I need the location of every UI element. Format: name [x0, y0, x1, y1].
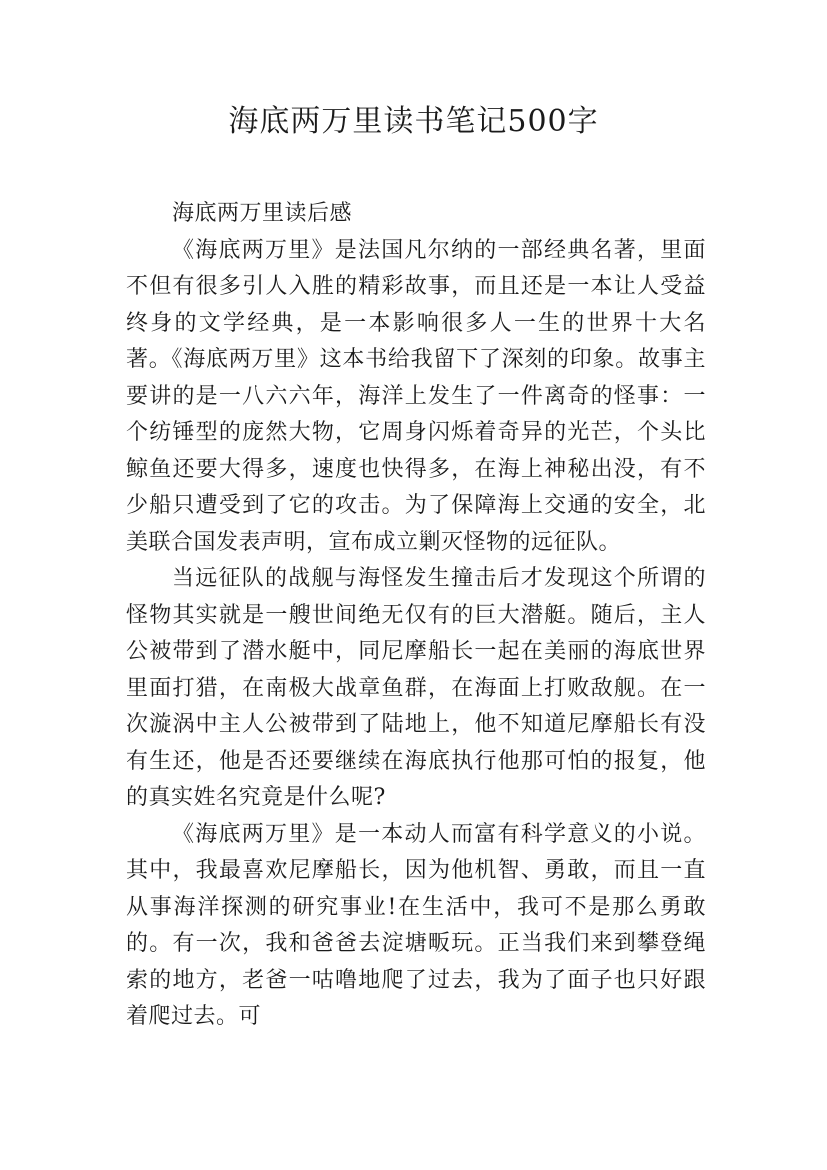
document-title: 海底两万里读书笔记500字 [228, 104, 599, 139]
paragraph-3: 《海底两万里》是一本动人而富有科学意义的小说。其中，我最喜欢尼摩船长，因为他机智、勇敢，而且一直从事海洋探测的研究事业!在生活中，我可不是那么勇敢的。有一次，我和爸爸去淀塘畈玩。正当我们来到攀登绳索的地方，老爸一咕噜地爬了过去，我为了面子也只好跟着爬过去。可 [126, 821, 706, 1029]
document-body [126, 196, 706, 1036]
paragraph-2: 当远征队的战舰与海怪发生撞击后才发现这个所谓的怪物其实就是一艘世间绝无仅有的巨大潜艇。随后，主人公被带到了潜水艇中，同尼摩船长一起在美丽的海底世界里面打猎，在南极大战章鱼群，在海面上打败敌舰。在一次漩涡中主人公被带到了陆地上，他不知道尼摩船长有没有生还，他是否还要继续在海底执行他那可怕的报复，他的真实姓名究竟是什么呢? [126, 566, 706, 810]
paragraph-1: 《海底两万里》是法国凡尔纳的一部经典名著，里面不但有很多引人入胜的精彩故事，而且还是一本让人受益终身的文学经典，是一本影响很多人一生的世界十大名著。《海底两万里》这本书给我留下了深刻的印象。故事主要讲的是一八六六年，海洋上发生了一件离奇的怪事：一个纺锤型的庞然大物，它周身闪烁着奇异的光芒，个头比鲸鱼还要大得多，速度也快得多，在海上神秘出没，有不少船只遭受到了它的攻击。为了保障海上交通的安全，北美联合国发表声明，宣布成立剿灭怪物的远征队。 [126, 237, 706, 555]
document-subtitle: 海底两万里读后感 [172, 201, 353, 226]
